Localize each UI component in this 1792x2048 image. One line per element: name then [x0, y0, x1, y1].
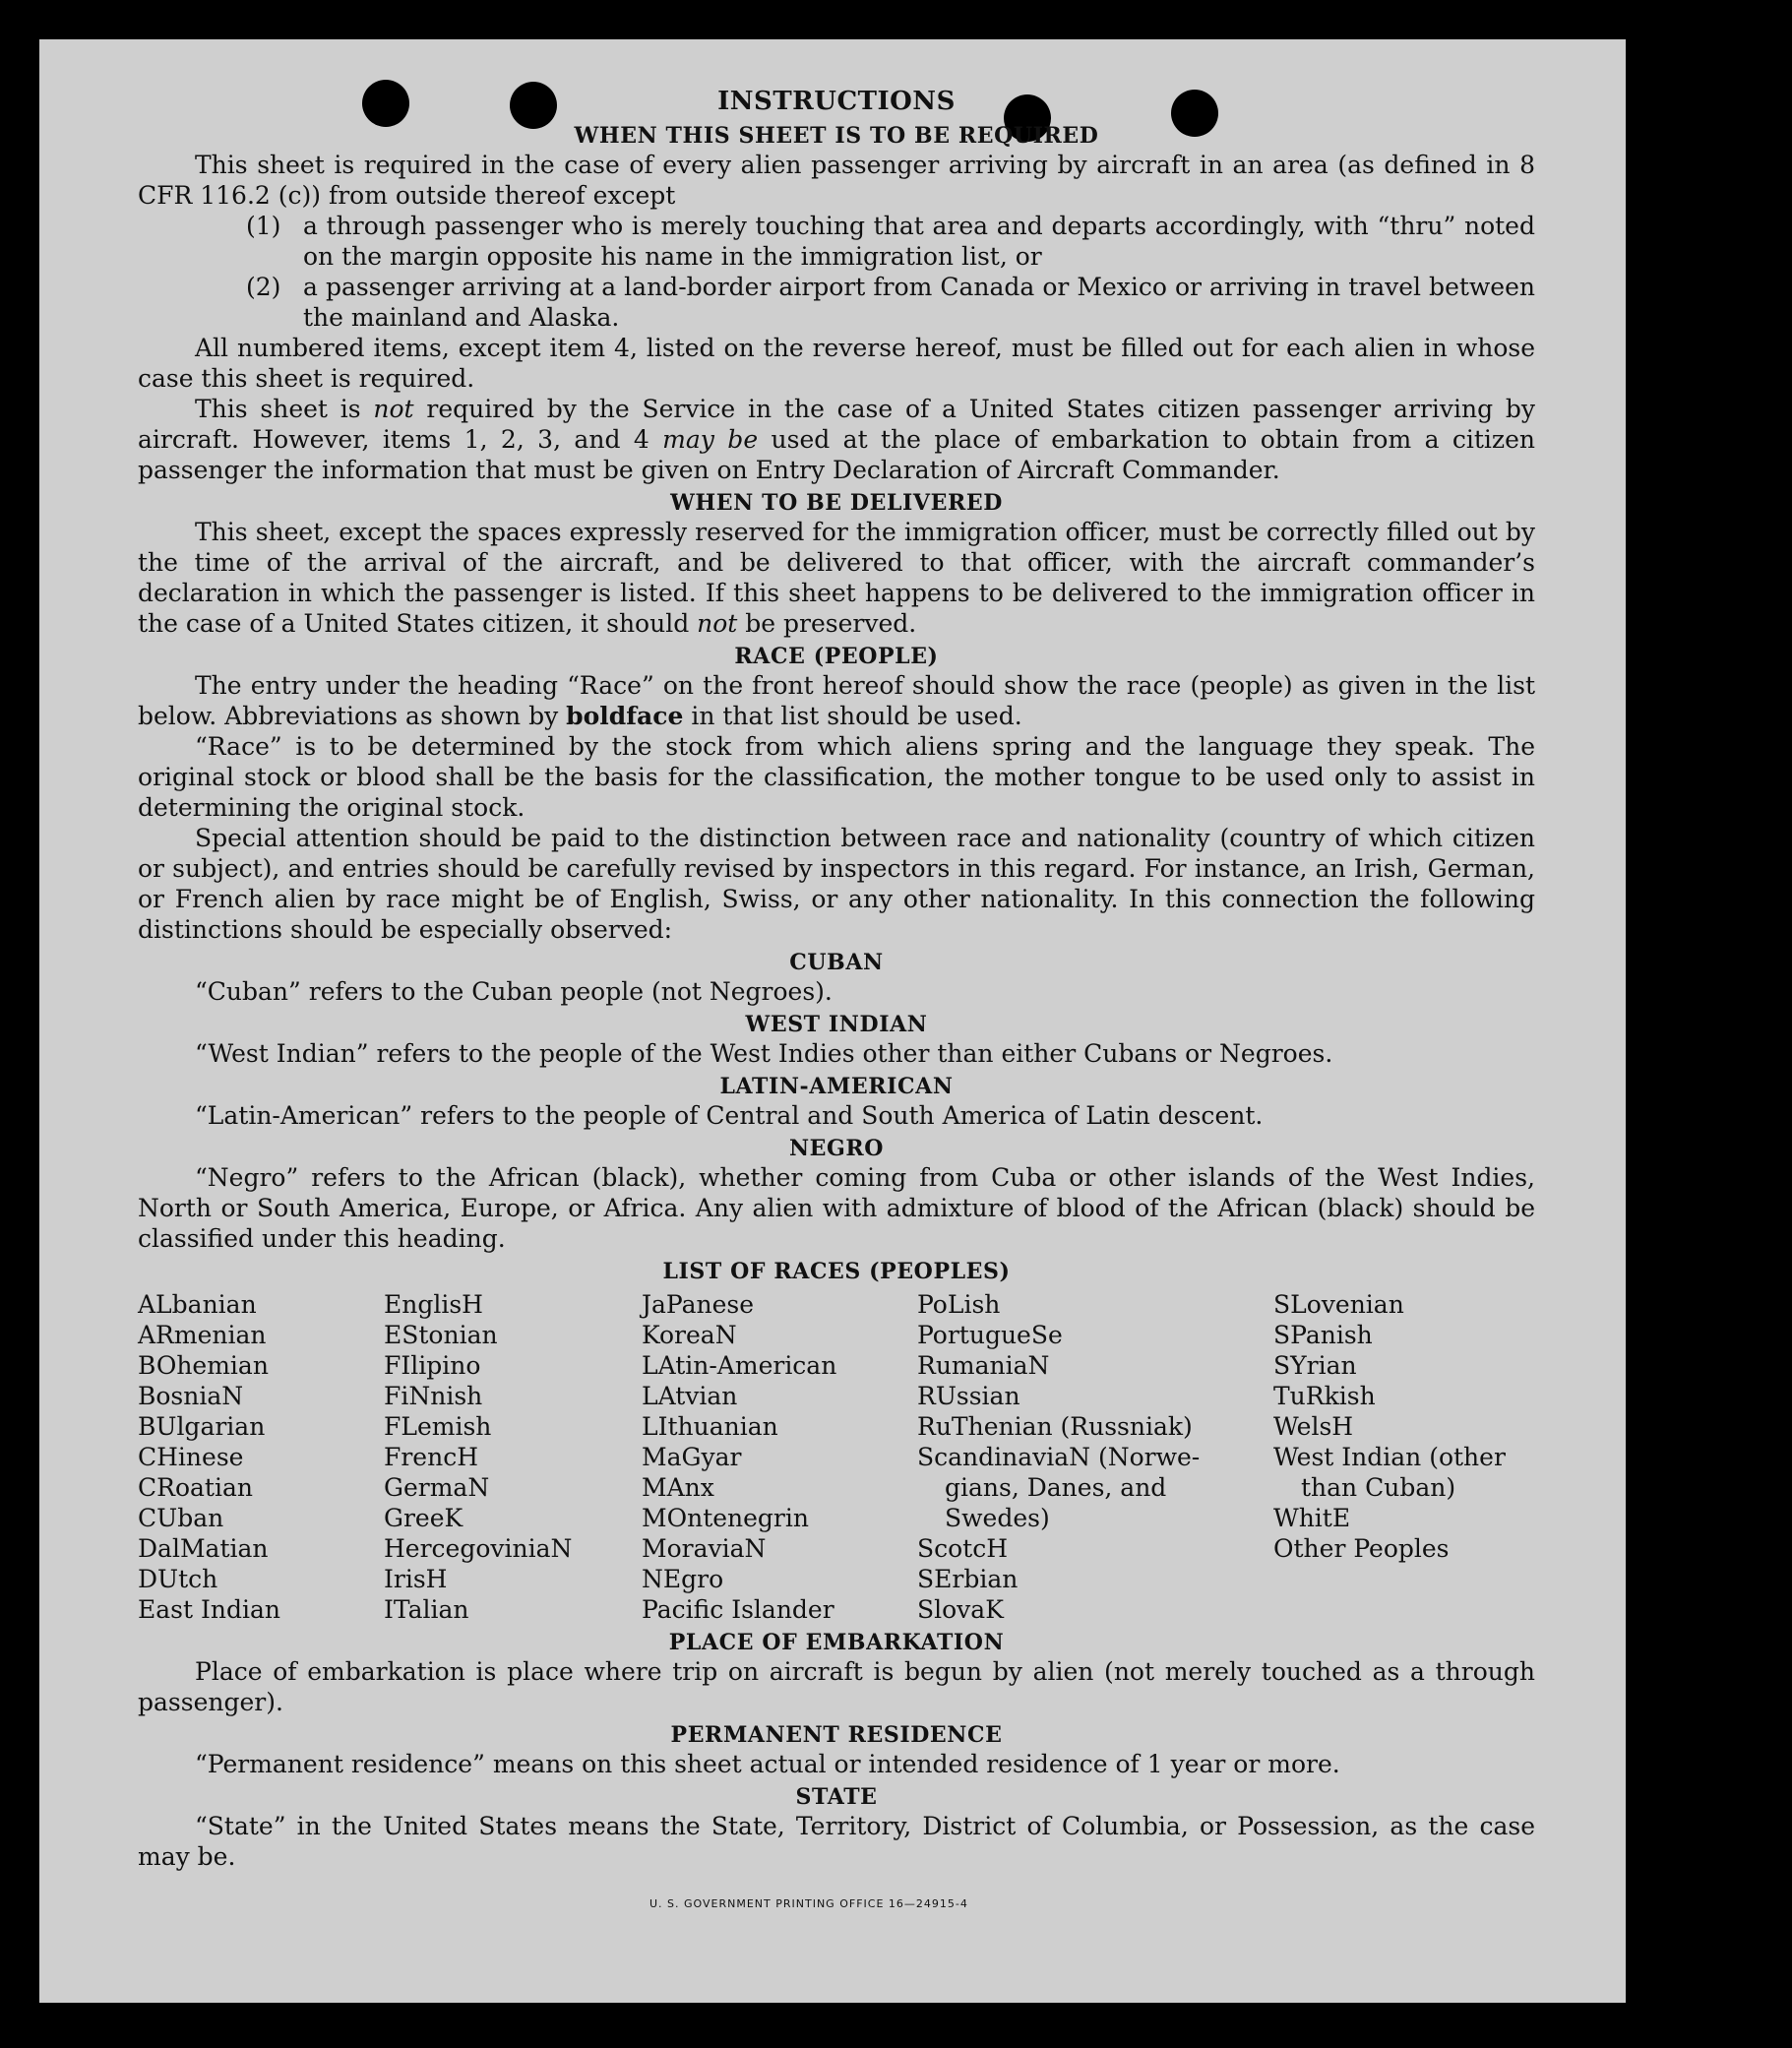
section-heading-race: RACE (PEOPLE) [734, 644, 939, 669]
race-entry: PortugueSe [917, 1321, 1063, 1349]
race-entry: MOntenegrin [642, 1504, 809, 1532]
section-heading-cuban: CUBAN [789, 950, 884, 975]
race-entry: SlovaK [917, 1595, 1004, 1624]
citizen-paragraph: This sheet is not required by the Service in the case of a United States citizen passenger arriving by aircraft. However, items 1, 2, 3, and 4 may be used at the place of embarkation to obtain from a citizen passenger the information that must be given on Entry Declaration of Aircraft Commander. [138, 395, 1535, 484]
race-paragraph-2: “Race” is to be determined by the stock from which aliens spring and the language they speak. The original stock or blood shall be the basis for the classification, the mother tongue to be used only to assist in determining the original stock. [138, 732, 1535, 822]
section-heading-residence: PERMANENT RESIDENCE [670, 1722, 1003, 1748]
race-entry: ARmenian [138, 1321, 267, 1349]
race-entry: Swedes) [945, 1504, 1050, 1532]
race-entry: TuRkish [1273, 1382, 1376, 1410]
races-column-1 [138, 1289, 384, 1625]
section-heading-latin-american: LATIN-AMERICAN [719, 1074, 954, 1099]
race-entry: IrisH [384, 1565, 448, 1593]
races-column-2 [384, 1289, 642, 1625]
race-entry: ScotcH [917, 1534, 1009, 1563]
race-entry: FrencH [384, 1443, 478, 1471]
race-entry: gians, Danes, and [945, 1473, 1167, 1502]
races-column-3 [642, 1289, 917, 1625]
race-entry: West Indian (other [1273, 1443, 1506, 1471]
section-heading-west-indian: WEST INDIAN [745, 1012, 928, 1037]
race-entry: GreeK [384, 1504, 463, 1532]
races-list [138, 1289, 1535, 1625]
race-entry: Other Peoples [1273, 1534, 1450, 1563]
race-entry: FiNnish [384, 1382, 483, 1410]
race-entry: DalMatian [138, 1534, 269, 1563]
race-entry: PoLish [917, 1290, 1001, 1319]
document-sheet [39, 39, 1626, 2003]
section-heading-delivered: WHEN TO BE DELIVERED [670, 490, 1003, 516]
races-column-5 [1273, 1289, 1535, 1625]
race-entry: SPanish [1273, 1321, 1373, 1349]
race-entry: ITalian [384, 1595, 469, 1624]
intro-paragraph: This sheet is required in the case of every alien passenger arriving by aircraft in an area (as defined in 8 CFR 116.2 (c)) from outside thereof except [138, 151, 1535, 210]
section-heading-negro: NEGRO [788, 1136, 885, 1161]
exception-text: a passenger arriving at a land-border airport from Canada or Mexico or arriving in travel between the mainland and Alaska. [303, 273, 1535, 332]
exception-item [246, 211, 1535, 272]
race-paragraph-3: Special attention should be paid to the distinction between race and nationality (country of which citizen or subject), and entries should be carefully revised by inspectors in this regard. For instance, an Irish, German, or French alien by race might be of English, Swiss, or any other nationality. In this connection the following distinctions should be especially observed: [138, 824, 1535, 944]
race-paragraph-1: The entry under the heading “Race” on the front hereof should show the race (people) as given in the list below. Abbreviations as shown by boldface in that list should be used. [138, 671, 1535, 730]
latin-american-paragraph: “Latin-American” refers to the people of Central and South America of Latin descent. [195, 1101, 1264, 1130]
race-entry: East Indian [138, 1595, 280, 1624]
exception-text: a through passenger who is merely touching that area and departs accordingly, with “thru” noted on the margin opposite his name in the immigration list, or [303, 212, 1535, 271]
race-entry: LAtvian [642, 1382, 738, 1410]
race-entry: WhitE [1273, 1504, 1351, 1532]
section-heading-state: STATE [795, 1784, 878, 1810]
race-entry: GermaN [384, 1473, 490, 1502]
race-entry: BosniaN [138, 1382, 244, 1410]
section-heading-when-required: WHEN THIS SHEET IS TO BE REQUIRED [574, 123, 1099, 149]
race-entry: than Cuban) [1301, 1473, 1456, 1502]
race-entry: BOhemian [138, 1351, 269, 1380]
race-entry: ALbanian [138, 1290, 257, 1319]
race-entry: FIlipino [384, 1351, 481, 1380]
page-title: INSTRUCTIONS [717, 87, 956, 116]
state-paragraph: “State” in the United States means the State, Territory, District of Columbia, or Possession, as the case may be. [138, 1812, 1535, 1871]
section-heading-embarkation: PLACE OF EMBARKATION [668, 1630, 1005, 1655]
race-entry: HercegoviniaN [384, 1534, 573, 1563]
exception-number: (1) [246, 212, 281, 240]
race-entry: DUtch [138, 1565, 218, 1593]
race-entry: MAnx [642, 1473, 714, 1502]
cuban-paragraph: “Cuban” refers to the Cuban people (not Negroes). [195, 977, 833, 1006]
race-entry: LAtin-American [642, 1351, 837, 1380]
race-entry: CUban [138, 1504, 224, 1532]
exception-number: (2) [246, 273, 281, 301]
printing-office-footer: U. S. GOVERNMENT PRINTING OFFICE 16—24915-4 [649, 1897, 968, 1910]
instructions-content [138, 85, 1535, 1872]
race-entry: SYrian [1273, 1351, 1357, 1380]
race-entry: EStonian [384, 1321, 498, 1349]
race-entry: FLemish [384, 1412, 492, 1441]
race-entry: WelsH [1273, 1412, 1354, 1441]
races-column-4 [917, 1289, 1273, 1625]
race-entry: CHinese [138, 1443, 244, 1471]
race-entry: Pacific Islander [642, 1595, 834, 1624]
embarkation-paragraph: Place of embarkation is place where trip on aircraft is begun by alien (not merely touched as a through passenger). [138, 1657, 1535, 1716]
residence-paragraph: “Permanent residence” means on this sheet actual or intended residence of 1 year or more. [195, 1750, 1340, 1778]
race-entry: RuThenian (Russniak) [917, 1412, 1193, 1441]
race-entry: ScandinaviaN (Norwe- [917, 1443, 1201, 1471]
race-entry: MaGyar [642, 1443, 742, 1471]
race-entry: SErbian [917, 1565, 1019, 1593]
race-entry: CRoatian [138, 1473, 253, 1502]
race-entry: SLovenian [1273, 1290, 1404, 1319]
race-entry: MoraviaN [642, 1534, 767, 1563]
race-entry: RUssian [917, 1382, 1020, 1410]
delivered-paragraph: This sheet, except the spaces expressly reserved for the immigration officer, must be correctly filled out by the time of the arrival of the aircraft, and be delivered to that officer, with the aircraft commander’s declaration in which the passenger is listed. If this sheet happens to be delivered to the immigration officer in the case of a United States citizen, it should not be preserved. [138, 518, 1535, 638]
race-entry: KoreaN [642, 1321, 737, 1349]
exception-item [246, 272, 1535, 333]
negro-paragraph: “Negro” refers to the African (black), whether coming from Cuba or other islands of the West Indies, North or South America, Europe, or Africa. Any alien with admixture of blood of the African (black) should be classified under this heading. [138, 1163, 1535, 1253]
numbered-items-paragraph: All numbered items, except item 4, listed on the reverse hereof, must be filled out for each alien in whose case this sheet is required. [138, 334, 1535, 393]
race-entry: BUlgarian [138, 1412, 266, 1441]
race-entry: LIthuanian [642, 1412, 778, 1441]
race-entry: EnglisH [384, 1290, 483, 1319]
race-entry: JaPanese [642, 1290, 755, 1319]
race-entry: NEgro [642, 1565, 724, 1593]
section-heading-list-of-races: LIST OF RACES (PEOPLES) [662, 1259, 1011, 1284]
race-entry: RumaniaN [917, 1351, 1050, 1380]
west-indian-paragraph: “West Indian” refers to the people of the West Indies other than either Cubans or Negroes. [195, 1039, 1333, 1068]
